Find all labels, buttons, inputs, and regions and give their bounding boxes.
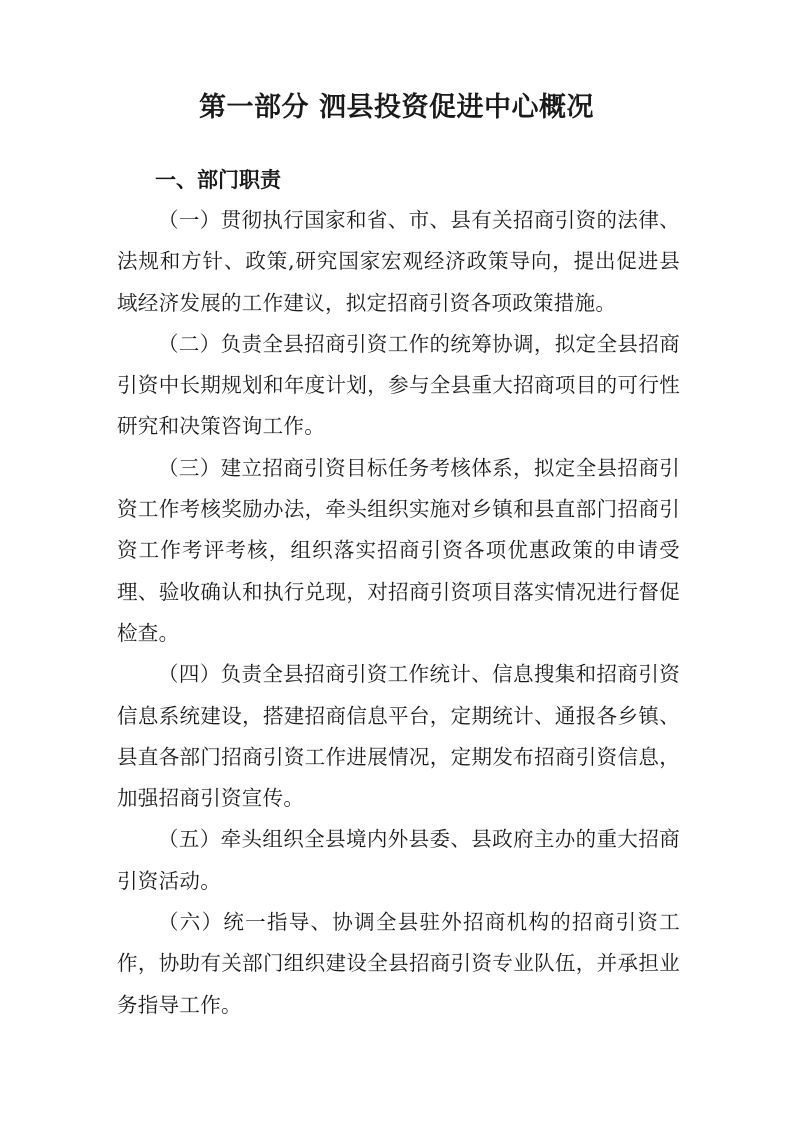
section-body (117, 200, 680, 1026)
page-title: 第一部分 泗县投资促进中心概况 (199, 92, 594, 123)
section-heading: 一、部门职责 (155, 168, 281, 192)
duty-paragraph-2: （二）负责全县招商引资工作的统筹协调，拟定全县招商引资中长期规划和年度计划，参与全县重大招商项目的可行性研究和决策咨询工作。 (117, 331, 680, 439)
duty-paragraph-1: （一）贯彻执行国家和省、市、县有关招商引资的法律、法规和方针、政策,研究国家宏观经济政策导向，提出促进县域经济发展的工作建议，拟定招商引资各项政策措施。 (117, 208, 680, 315)
duty-paragraph-5: （五）牵头组织全县境内外县委、县政府主办的重大招商引资活动。 (117, 827, 680, 893)
duty-paragraph-3: （三）建立招商引资目标任务考核体系，拟定全县招商引资工作考核奖励办法，牵头组织实施对乡镇和县直部门招商引资工作考评考核，组织落实招商引资各项优惠政策的申请受理、验收确认和执行兑现，对招商引资项目落实情况进行督促检查。 (117, 455, 680, 645)
duty-paragraph-4: （四）负责全县招商引资工作统计、信息搜集和招商引资信息系统建设，搭建招商信息平台，定期统计、通报各乡镇、县直各部门招商引资工作进展情况，定期发布招商引资信息，加强招商引资宣传。 (117, 662, 680, 811)
duty-paragraph-6: （六）统一指导、协调全县驻外招商机构的招商引资工作，协助有关部门组织建设全县招商引资专业队伍，并承担业务指导工作。 (117, 910, 680, 1017)
